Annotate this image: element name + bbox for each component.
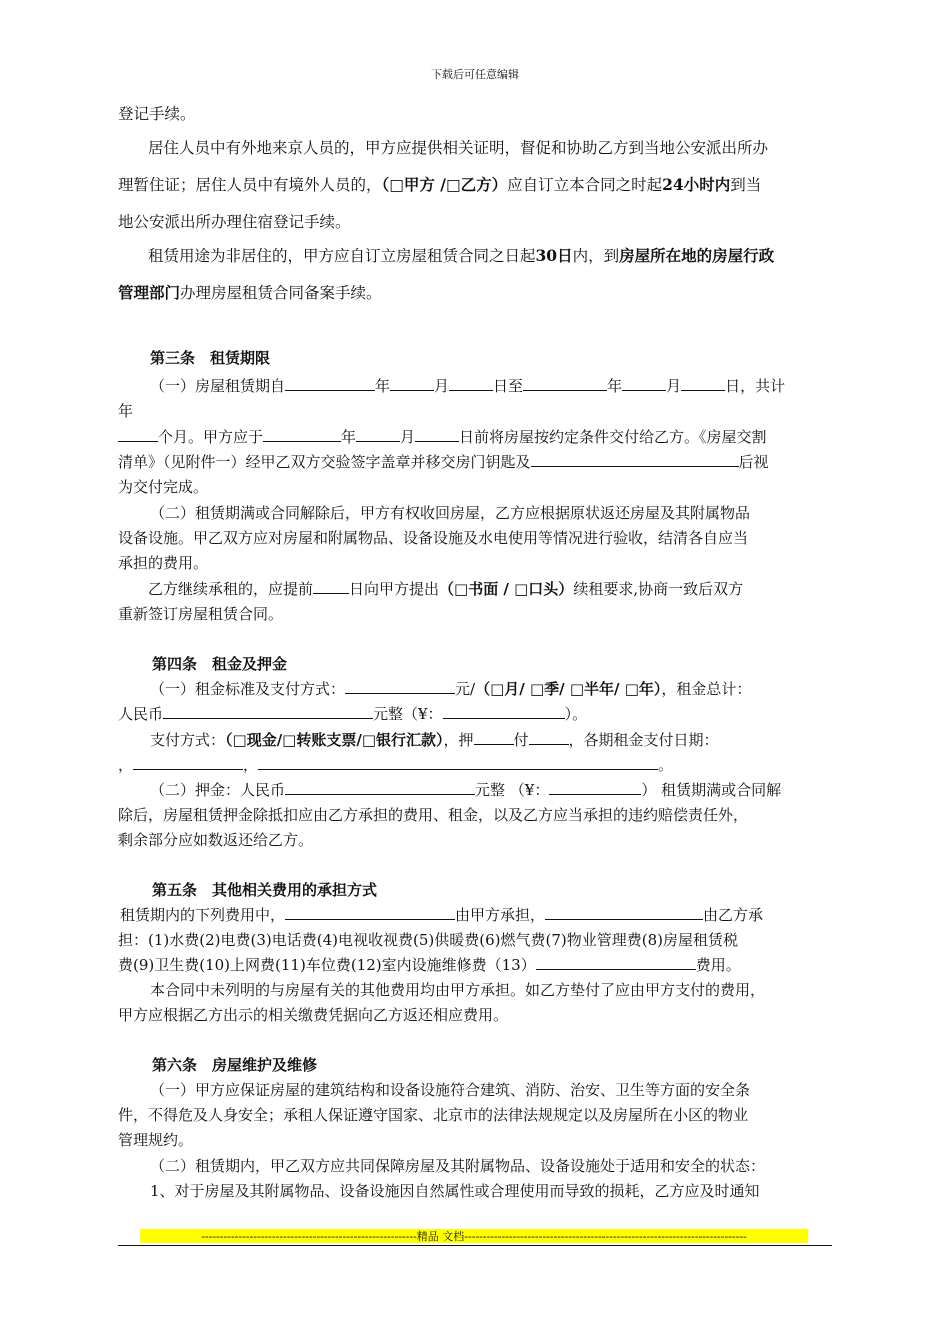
paragraph-line: （一）房屋租赁期自 年 月 日至 年 月 日，共计	[150, 377, 786, 395]
paragraph-line: （一）甲方应保证房屋的建筑结构和设备设施符合建筑、消防、治安、卫生等方面的安全条	[150, 1081, 751, 1099]
paragraph-line: 租赁用途为非居住的，甲方应自订立房屋租赁合同之日起30日内，到房屋所在地的房屋行政	[148, 246, 775, 265]
paragraph-line: （二）押金：人民币 元整 （¥： ） 租赁期满或合同解	[150, 781, 782, 799]
paragraph-line: 理暂住证；居住人员中有境外人员的，（□甲方 /□乙方）应自订立本合同之时起24小时内到当	[118, 175, 762, 194]
paragraph-line: 乙方继续承租的，应提前 日向甲方提出（□书面 / □口头）续租要求,协商一致后双方	[148, 580, 744, 598]
paragraph-line: （二）租赁期内，甲乙双方应共同保障房屋及其附属物品、设备设施处于适用和安全的状态：	[150, 1157, 766, 1175]
article-3-title: 第三条 租赁期限	[150, 349, 271, 367]
paragraph-line: 居住人员中有外地来京人员的，甲方应提供相关证明，督促和协助乙方到当地公安派出所办	[148, 139, 769, 157]
article-4-title: 第四条 租金及押金	[152, 655, 288, 673]
paragraph-line: 本合同中未列明的与房屋有关的其他费用均由甲方承担。如乙方垫付了应由甲方支付的费用，	[150, 981, 766, 999]
paragraph-line: 费(9)卫生费(10)上网费(11)车位费(12)室内设施维修费（13） 费用。	[118, 956, 741, 974]
paragraph-line: 地公安派出所办理住宿登记手续。	[118, 213, 351, 231]
paragraph-line: 重新签订房屋租赁合同。	[118, 605, 284, 623]
paragraph-line: 年	[118, 402, 134, 420]
paragraph-line: 租赁期内的下列费用中， 由甲方承担， 由乙方承	[120, 906, 764, 924]
paragraph-line: 1、对于房屋及其附属物品、设备设施因自然属性或合理使用而导致的损耗，乙方应及时通知	[150, 1182, 760, 1200]
page-header: 下载后可任意编辑	[431, 68, 519, 81]
paragraph-line: 除后，房屋租赁押金除抵扣应由乙方承担的费用、租金，以及乙方应当承担的违约赔偿责任外，	[118, 806, 749, 824]
paragraph-line: 为交付完成。	[118, 478, 209, 496]
paragraph-line: 支付方式：（□现金/□转账支票/□银行汇款），押 付 ，各期租金支付日期：	[150, 731, 719, 749]
paragraph-line: 承担的费用。	[118, 554, 209, 572]
paragraph-line: 管理规约。	[118, 1131, 194, 1149]
paragraph-line: 个月。甲方应于 年 月 日前将房屋按约定条件交付给乙方。《房屋交割	[118, 426, 767, 447]
party-choice: （□甲方 /□乙方）	[381, 175, 508, 194]
paragraph-line: 人民币 元整（¥： ）。	[118, 705, 588, 723]
paragraph-line: 管理部门办理房屋租赁合同备案手续。	[118, 283, 382, 302]
paragraph-line: 甲方应根据乙方出示的相关缴费凭据向乙方返还相应费用。	[118, 1006, 509, 1024]
page-footer: ----------------------------------------------------------精品 文档----------------------------------------------------------------------------	[201, 1230, 747, 1243]
paragraph-line: 剩余部分应如数返还给乙方。	[118, 831, 314, 849]
paragraph-line: 担：(1)水费(2)电费(3)电话费(4)电视收视费(5)供暖费(6)燃气费(7)物业管理费(8)房屋租赁税	[118, 931, 738, 949]
paragraph-line: 清单》（见附件一）经甲乙双方交验签字盖章并移交房门钥匙及 后视	[118, 453, 769, 471]
article-5-title: 第五条 其他相关费用的承担方式	[152, 881, 378, 899]
paragraph-line: （二）租赁期满或合同解除后，甲方有权收回房屋，乙方应根据原状返还房屋及其附属物品	[150, 504, 751, 522]
paragraph-line: 件，不得危及人身安全；承租人保证遵守国家、北京市的法律法规规定以及房屋所在小区的物业	[118, 1106, 749, 1124]
paragraph-line: ， ， 。	[118, 756, 674, 774]
footer-divider	[118, 1245, 832, 1246]
article-6-title: 第六条 房屋维护及维修	[152, 1056, 318, 1074]
paragraph-line: 登记手续。	[118, 105, 196, 123]
paragraph-line: （一）租金标准及支付方式： 元/（□月/ □季/ □半年/ □年），租金总计：	[150, 680, 752, 698]
paragraph-line: 设备设施。甲乙双方应对房屋和附属物品、设备设施及水电使用等情况进行验收，结清各自应当	[118, 529, 749, 547]
